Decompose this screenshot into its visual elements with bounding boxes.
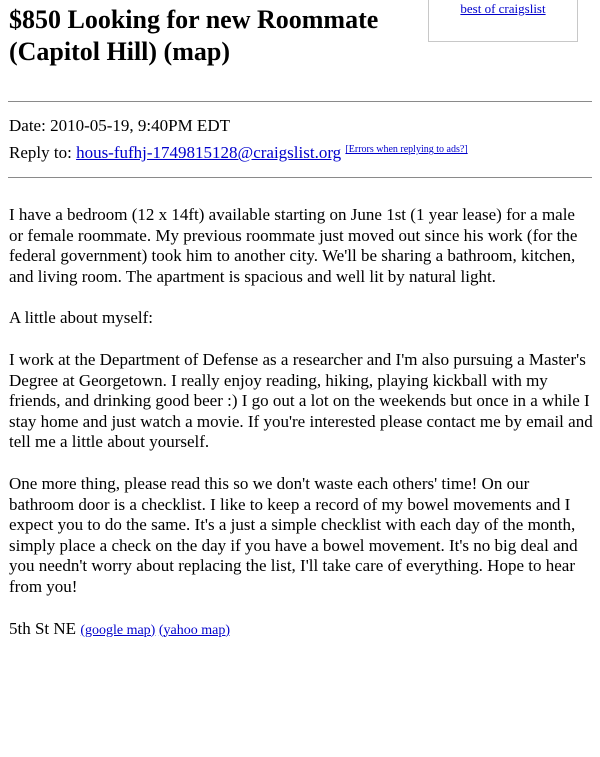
location-text: 5th St NE [9, 618, 77, 638]
body-paragraph: A little about myself: [9, 308, 154, 328]
body-paragraph: One more thing, please read this so we don't waste each others' time! On our bathroom door is a checklist. I like to keep a record of my bowel movements and I expect you to do the same. It's a just a simple checklist with each day of the month, simply place a check on the day if you have a bowel movement. It's no big deal and you needn't worry about replacing the list, I'll take care of everything. Hope to hear from you! [9, 473, 578, 596]
reply-to-line [9, 138, 593, 165]
reply-to-label: Reply to: [9, 143, 72, 162]
posting-title: $850 Looking for new Roommate (Capitol Hill) (map) [9, 5, 379, 66]
divider-bottom [8, 177, 592, 178]
body-paragraph: I have a bedroom (12 x 14ft) available starting on June 1st (1 year lease) for a male or female roommate. My previous roommate just moved out since his work (for the federal government) took him to another city. We'll be sharing a bathroom, kitchen, and living room. The apartment is spacious and well lit by natural light. [9, 205, 578, 286]
posting-body [9, 205, 593, 662]
yahoo-map-link[interactable]: (yahoo map) [158, 622, 230, 638]
errors-replying-link[interactable]: [Errors when replying to ads?] [345, 144, 468, 155]
location-line [9, 619, 593, 642]
posting-date: Date: 2010-05-19, 9:40PM EDT [9, 116, 230, 135]
google-map-link[interactable]: (google map) [80, 622, 156, 638]
body-paragraph: I work at the Department of Defense as a researcher and I'm also pursuing a Master's Degree at Georgetown. I really enjoy reading, hiking, playing kickball with my friends, and drinking good beer :) I go out a lot on the weekends but once in a while I stay home and just watch a movie. If you're interested please contact me by email and tell me a little about yourself. [9, 349, 593, 452]
divider-top [8, 101, 592, 102]
best-of-craigslist-box [428, 0, 578, 42]
best-of-craigslist-link[interactable]: best of craigslist [460, 1, 546, 16]
reply-email-link[interactable]: hous-fufhj-1749815128@craigslist.org [76, 143, 342, 162]
posting-meta [9, 114, 593, 165]
